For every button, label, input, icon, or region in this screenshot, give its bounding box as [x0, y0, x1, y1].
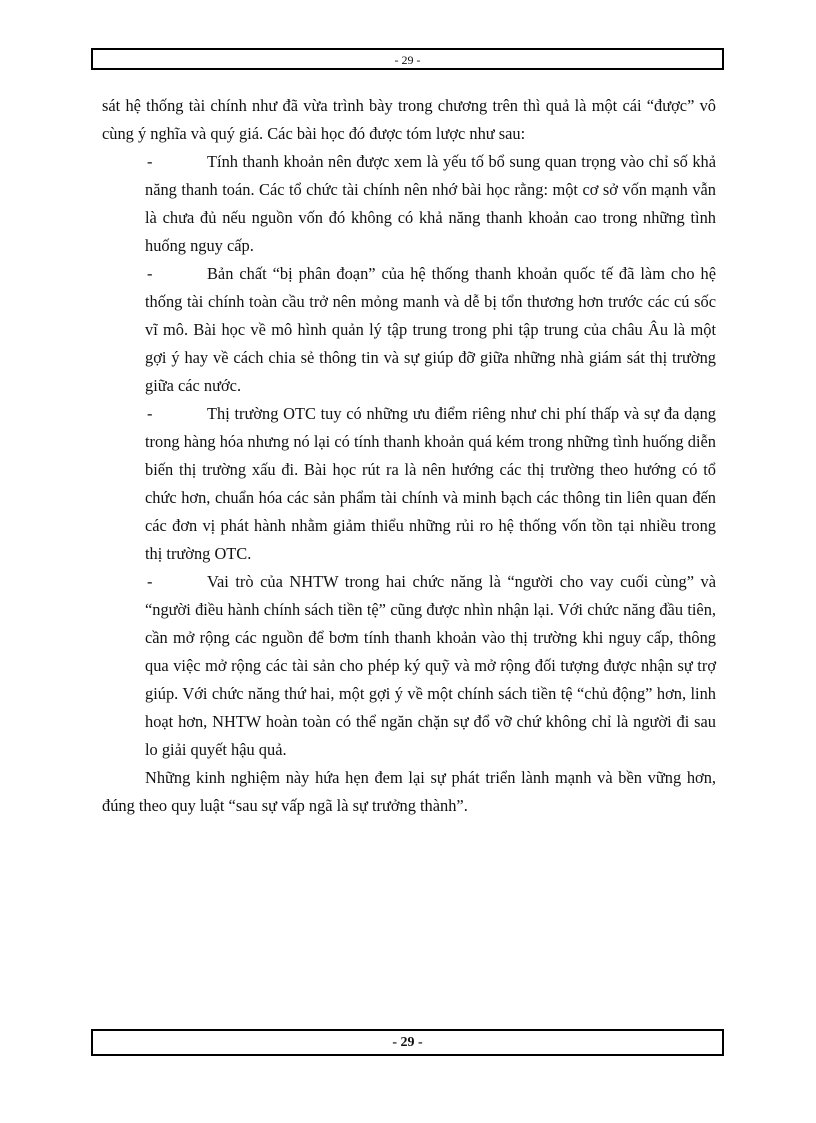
header-page-number: - 29 -: [394, 53, 421, 67]
list-item: [102, 148, 716, 260]
list-item: [102, 568, 716, 764]
bullet-dash: -: [147, 152, 153, 171]
intro-paragraph: sát hệ thống tài chính như đã vừa trình bày trong chương trên thì quả là một cái “được” vô cùng ý nghĩa và quý giá. Các bài học đó được tóm lược như sau:: [102, 96, 716, 143]
conclusion-paragraph: Những kinh nghiệm này hứa hẹn đem lại sự phát triển lành mạnh và bền vững hơn, đúng theo quy luật “sau sự vấp ngã là sự trưởng thành”.: [102, 768, 716, 815]
list-item: [102, 400, 716, 568]
page-footer: [91, 1029, 724, 1056]
footer-page-number: - 29 -: [392, 1035, 423, 1050]
document-body: [102, 92, 716, 820]
list-item: [102, 260, 716, 400]
bullet-dash: -: [147, 264, 153, 283]
page-header: [91, 48, 724, 70]
list-item-text: Tính thanh khoản nên được xem là yếu tố bổ sung quan trọng vào chỉ số khả năng thanh toán. Các tổ chức tài chính nên nhớ bài học rằng: một cơ sở vốn mạnh vẫn là chưa đủ nếu nguồn vốn đó không có khả năng thanh khoản cao trong những tình huống nguy cấp.: [145, 152, 716, 255]
list-item-text: Bản chất “bị phân đoạn” của hệ thống thanh khoản quốc tế đã làm cho hệ thống tài chính toàn cầu trở nên mỏng manh và dễ bị tổn thương hơn trước các cú sốc vĩ mô. Bài học về mô hình quản lý tập trung trong phi tập trung của châu Âu là một gợi ý hay về cách chia sẻ thông tin và sự giúp đỡ giữa những nhà giám sát thị trường giữa các nước.: [145, 264, 716, 395]
bullet-dash: -: [147, 572, 153, 591]
bullet-dash: -: [147, 404, 153, 423]
list-item-text: Thị trường OTC tuy có những ưu điểm riêng như chi phí thấp và sự đa dạng trong hàng hóa nhưng nó lại có tính thanh khoản quá kém trong những tình huống diễn biến thị trường xấu đi. Bài học rút ra là nên hướng các thị trường theo hướng có tổ chức hơn, chuẩn hóa các sản phẩm tài chính và minh bạch các thông tin liên quan đến các đơn vị phát hành nhằm giảm thiểu những rủi ro hệ thống vốn tồn tại nhiều trong thị trường OTC.: [145, 404, 716, 563]
list-item-text: Vai trò của NHTW trong hai chức năng là “người cho vay cuối cùng” và “người điều hành chính sách tiền tệ” cũng được nhìn nhận lại. Với chức năng đầu tiên, cần mở rộng các nguồn để bơm tính thanh khoản vào thị trường khi nguy cấp, thông qua việc mở rộng các tài sản cho phép ký quỹ và mở rộng đối tượng được nhận sự trợ giúp. Với chức năng thứ hai, một gợi ý về một chính sách tiền tệ “chủ động” hơn, linh hoạt hơn, NHTW hoàn toàn có thể ngăn chặn sự đổ vỡ chứ không chỉ là người đi sau lo giải quyết hậu quả.: [145, 572, 716, 759]
